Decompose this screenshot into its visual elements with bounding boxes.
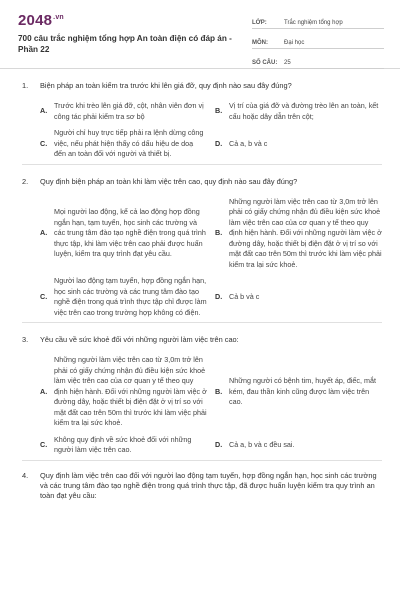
option-a[interactable] (40, 355, 207, 429)
option-b[interactable] (215, 101, 382, 122)
option-c[interactable] (40, 435, 207, 456)
option-text: Trước khi trèo lên giá đỡ, cột, nhân viên đơn vị công tác phải kiểm tra sơ bộ (54, 101, 204, 121)
option-d[interactable] (215, 435, 382, 456)
option-label: A. (40, 228, 48, 237)
question-body: Yêu cầu về sức khoẻ đối với những người làm việc trên cao: (40, 335, 239, 344)
info-row-class (252, 12, 384, 29)
option-text: Không quy định về sức khoẻ đối với những người làm việc trên cao. (54, 434, 192, 454)
option-c[interactable] (40, 128, 207, 160)
option-c[interactable] (40, 276, 207, 318)
option-text: Mọi người lao động, kể cả lao động hợp đồng ngắn hạn, tạm tuyển, học sinh các trường và các trung tâm đào tạo nghề điện trong quá trình thực tập, khi làm việc trên cao phải được huấn luyện, kiểm tra quy trình đạt yêu cầu. (54, 207, 206, 258)
option-a[interactable] (40, 101, 207, 122)
option-label: D. (215, 439, 223, 449)
option-label: C. (40, 439, 48, 449)
option-text: Những người làm việc trên cao từ 3,0m trở lên phải có giấy chứng nhận đủ điều kiện sức khoẻ làm việc trên cao của cơ quan y tế theo quy định hiện hành. Đối với những người làm việc ở đường dây, hoặc thiết bị điện đặt ở vị trí so với mặt đất cao trên 50m thì trước khi làm việc phải kiểm tra lại sức khoẻ. (54, 355, 207, 427)
options (40, 197, 382, 319)
header (0, 0, 400, 69)
option-label: C. (40, 138, 48, 148)
option-label: B. (215, 228, 223, 237)
question-number: 3. (22, 335, 29, 344)
option-b[interactable] (215, 355, 382, 429)
question-2 (22, 165, 382, 324)
info-value: Đại học (284, 40, 305, 46)
question-number: 4. (22, 470, 29, 480)
info-row-count (252, 52, 384, 69)
info-label: LỚP: (252, 20, 267, 26)
option-text: Vị trí của giá đỡ và đường trèo lên an toàn, kết cấu hoặc dây dẫn trên cột; (229, 101, 379, 121)
info-panel (252, 12, 384, 72)
question-3 (22, 323, 382, 461)
option-text: Cả a, b và c (229, 138, 268, 148)
option-label: B. (215, 386, 223, 396)
question-number: 1. (22, 81, 29, 90)
option-label: D. (215, 291, 223, 301)
question-body: Biện pháp an toàn kiểm tra trước khi lên giá đỡ, quy định nào sau đây đúng? (40, 81, 292, 90)
option-text: Cả b và c (229, 291, 260, 301)
question-text (22, 165, 382, 197)
question-body: Quy định biện pháp an toàn khi làm việc trên cao, quy định nào sau đây đúng? (40, 176, 298, 186)
option-label: D. (215, 138, 223, 148)
option-label: B. (215, 106, 223, 116)
document-title: 700 câu trắc nghiệm tổng hợp An toàn điện có đáp án - Phần 22 (18, 34, 232, 54)
question-text (22, 69, 382, 101)
info-value: 25 (284, 60, 291, 66)
question-body: Quy định làm việc trên cao đối với người lao động tạm tuyển, hợp đồng ngắn hạn, học sinh các trường và các trung tâm đào tạo nghề điện trong quá trình thực tập, đã được huấn luyện kiểm tra quy trình an toàn đạt yêu cầu: (40, 470, 377, 500)
option-text: Những người làm việc trên cao từ 3,0m trở lên phải có giấy chứng nhận đủ điều kiện sức khoẻ làm việc trên cao của cơ quan y tế theo quy định hiện hành. Đối với những người làm việc ở đường dây, hoặc thiết bị điện đặt ở vị trí so với mặt đất cao trên 50m thì trước khi làm việc phải kiểm tra lại sức khoẻ. (229, 196, 382, 269)
option-d[interactable] (215, 128, 382, 160)
question-number: 2. (22, 176, 29, 186)
info-value: Trắc nghiệm tổng hợp (284, 20, 343, 26)
option-text: Người lao động tạm tuyển, hợp đồng ngắn hạn, học sinh các trường và các trung tâm đào tạo nghề điện trong quá trình thực tập chỉ được làm việc trên cao trong trường hợp không có điện. (54, 276, 207, 317)
option-label: A. (40, 106, 48, 116)
options (40, 101, 382, 160)
option-label: C. (40, 291, 48, 301)
info-row-subject (252, 32, 384, 49)
info-label: MÔN: (252, 40, 268, 46)
question-4 (22, 461, 382, 515)
option-text: Những người có bệnh tim, huyết áp, điếc, mắt kém, đau thần kinh cũng được làm việc trên cao. (229, 376, 376, 406)
info-label: SỐ CÂU: (252, 60, 278, 66)
option-b[interactable] (215, 197, 382, 271)
option-label: A. (40, 386, 48, 396)
option-d[interactable] (215, 276, 382, 318)
option-text: Người chỉ huy trực tiếp phải ra lệnh dừng công việc, nếu phát hiện thấy có dấu hiệu de doạ đến an toàn đối với người và thiết bị. (54, 128, 204, 158)
options (40, 355, 382, 456)
option-a[interactable] (40, 197, 207, 271)
question-text (22, 461, 382, 511)
question-1 (22, 69, 382, 165)
option-text: Cả a, b và c đều sai. (229, 439, 295, 449)
question-list (0, 69, 400, 515)
question-text (22, 323, 382, 355)
site-logo[interactable]: $2048^{.vn}$ (18, 12, 64, 29)
